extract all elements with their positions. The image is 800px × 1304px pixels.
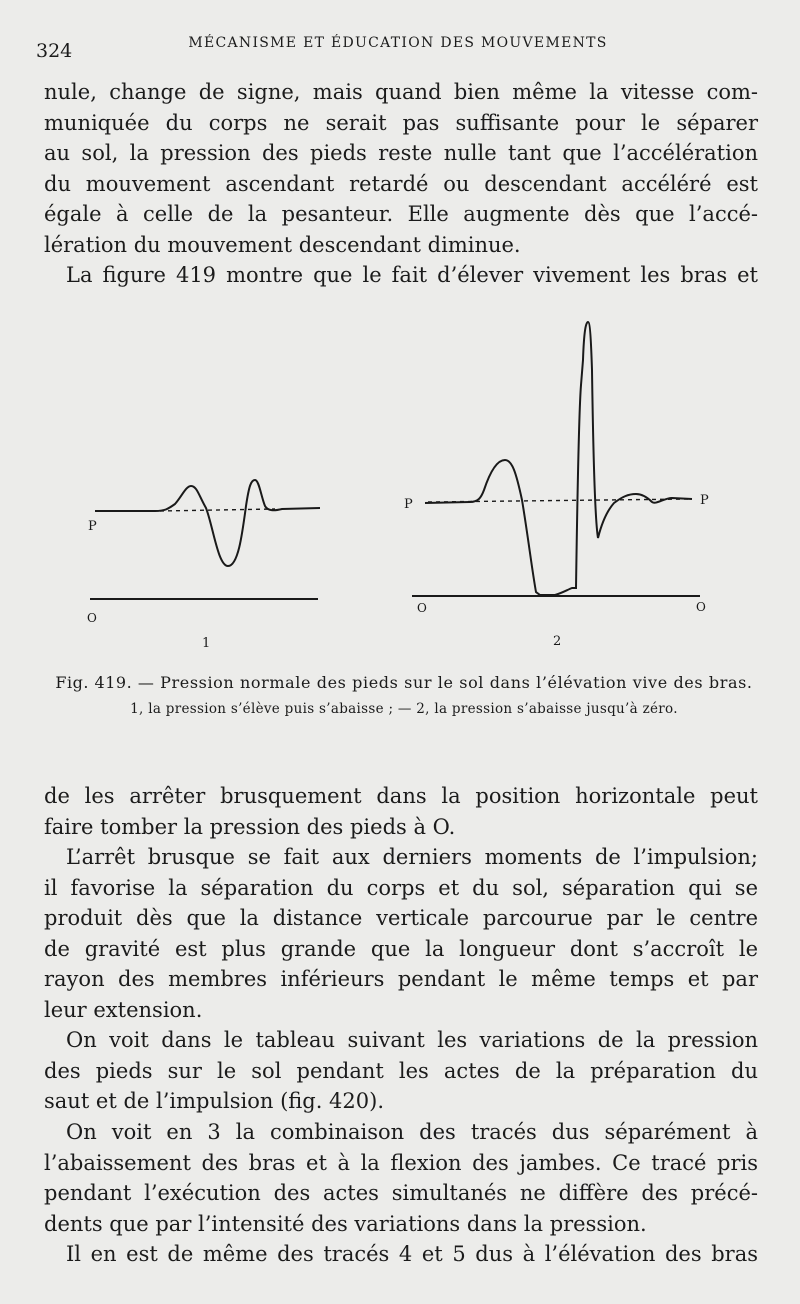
baseline-p-1 [160,509,275,511]
pressure-trace-1 [95,480,320,566]
paragraph-5 [44,1117,758,1270]
label-p-2-right: P [700,493,709,508]
top-paragraph [44,77,758,291]
panel-1-number: 1 [202,636,211,651]
figure-caption [48,672,760,720]
text-line: produit dès que la distance verticale parcourue par le centre [44,906,758,930]
text-line: muniquée du corps ne serait pas suffisante pour le séparer [44,110,758,135]
text-line: au sol, la pression des pieds reste nulle tant que l’accélération [44,141,758,165]
continued-paragraph [44,781,758,842]
caption-main [48,672,760,694]
text-line: saut et de l’impulsion (fig. 420). [44,1089,385,1113]
text-line: Il en est de même des tracés 4 et 5 dus à l’élévation des bras [66,1242,758,1266]
text-line: On voit en 3 la combinaison des tracés dus séparément à [66,1120,758,1144]
caption-text: Pression normale des pieds sur le sol dans l’élévation vive des bras. [160,673,753,692]
text-line: lération du mouvement descendant diminue. [44,232,521,257]
text-line: dents que par l’intensité des variations dans la pression. [44,1211,647,1236]
text-line: nule, change de signe, mais quand bien même la vitesse com- [44,80,758,104]
paragraph-4 [44,1025,758,1117]
text-line: des pieds sur le sol pendant les actes de la préparation du [44,1058,758,1083]
text-line: de les arrêter brusquement dans la position horizontale peut [44,784,758,808]
label-o-1: O [87,611,97,625]
text-line: L’arrêt brusque se fait aux derniers moments de l’impulsion; [66,845,758,869]
text-line: On voit dans le tableau suivant les variations de la pression [66,1028,758,1052]
panel-2-number: 2 [553,634,562,649]
label-o-2-right: O [696,600,706,614]
pressure-trace-2 [425,322,692,595]
text-line: pendant l’exécution des actes simultanés ne diffère des précé- [44,1181,758,1205]
label-o-2-left: O [417,601,427,615]
text-line: leur extension. [44,997,203,1022]
caption-fig-label: Fig. 419. [55,673,133,692]
caption-dash: — [137,673,155,692]
figure-419 [60,300,740,660]
text-line: rayon des membres inférieurs pendant le même temps et par [44,967,758,991]
label-p-2-left: P [404,497,413,512]
text-line: faire tomber la pression des pieds à O. [44,814,456,839]
paragraph-3 [44,842,758,1025]
label-p-1: P [88,519,97,534]
text-line: l’abaissement des bras et à la flexion des jambes. Ce tracé pris [44,1150,758,1175]
caption-sub: 1, la pression s’élève puis s’abaisse ; — 2, la pression s’abaisse jusqu’à zéro. [130,701,678,717]
text-line: du mouvement ascendant retardé ou descendant accéléré est [44,171,758,196]
text-line: La figure 419 montre que le fait d’élever vivement les bras et [66,263,758,287]
page-number: 324 [36,40,73,62]
text-line: il favorise la séparation du corps et du sol, séparation qui se [44,875,758,900]
text-line: de gravité est plus grande que la longueur dont s’accroît le [44,936,758,961]
running-title: MÉCANISME ET ÉDUCATION DES MOUVEMENTS [188,35,608,51]
page-header [36,32,760,62]
panel-1 [87,480,320,651]
text-line: égale à celle de la pesanteur. Elle augmente dès que l’accé- [44,202,758,226]
panel-2 [404,322,709,649]
